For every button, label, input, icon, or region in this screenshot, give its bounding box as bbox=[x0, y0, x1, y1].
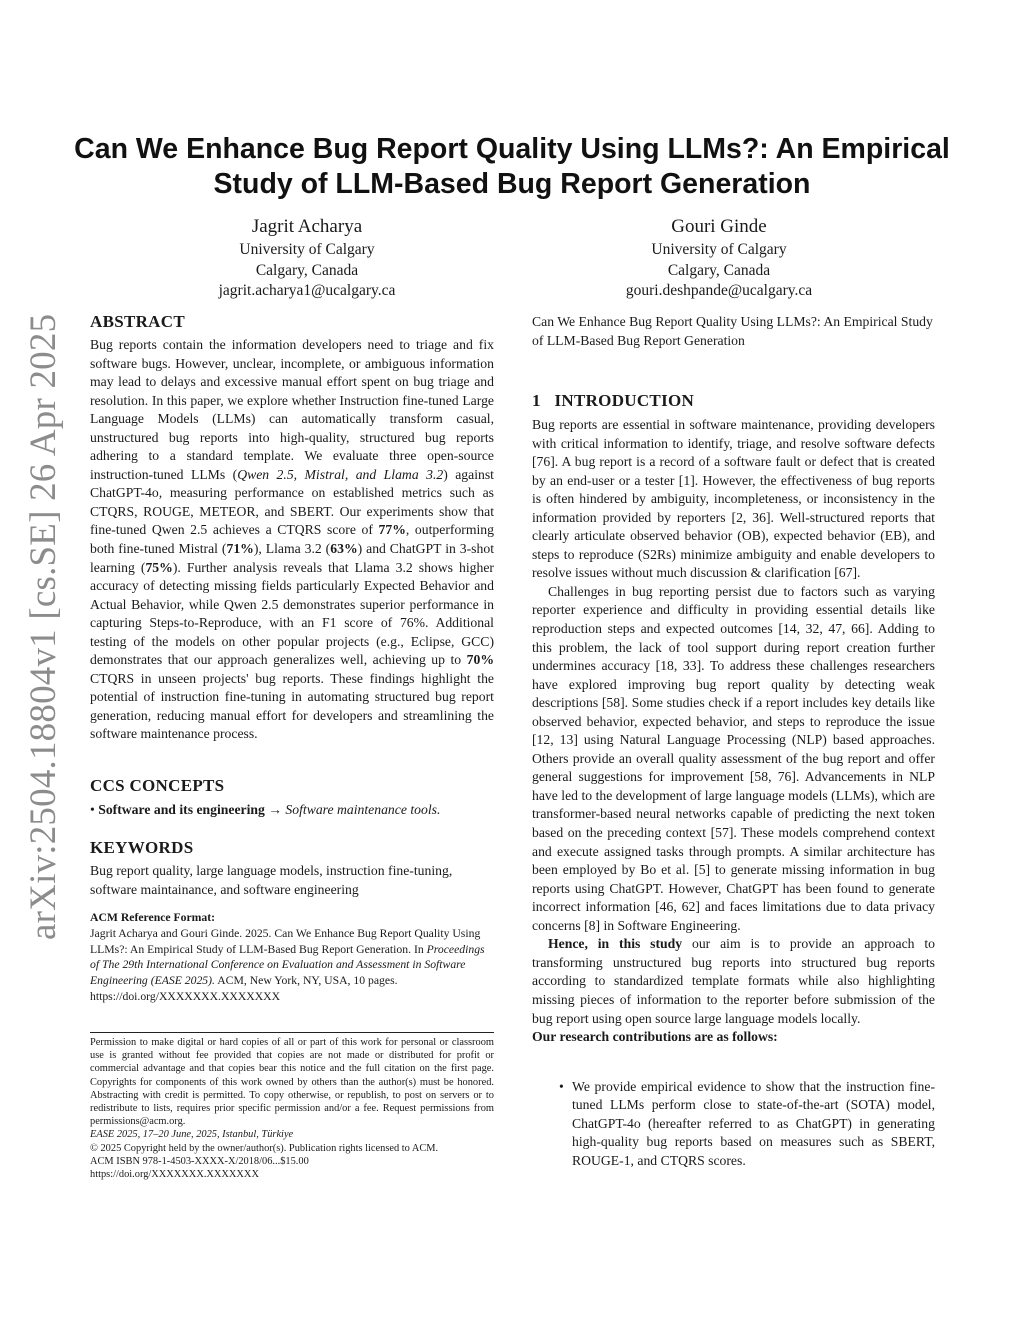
right-column-title-repeat: Can We Enhance Bug Report Quality Using LLMs?: An Empirical Study of LLM-Based Bug Report Generation bbox=[532, 314, 933, 348]
introduction-section bbox=[532, 391, 935, 1170]
intro-paragraph-3: Hence, in this study our aim is to provide an approach to transforming unstructured bug reports into structured bug reports according to standardized template formats while also highlighting missing pieces of information to the reporter before submission of the bug report using open source large language models locally. bbox=[532, 936, 935, 1026]
contributions-heading: Our research contributions are as follows: bbox=[532, 1029, 778, 1045]
intro-paragraph-1: Bug reports are essential in software maintenance, providing developers with critical information to identify, triage, and resolve software defects [76]. A bug report is a record of a software fault or defect that is created by an end-user or a tester [1]. However, the effectiveness of bug reports is often hindered by ambiguity, incompleteness, or inconsistency in the information provided by reporters [2, 36]. Well-structured reports that clearly articulate observed behavior (OB), expected behavior (EB), and steps to reproduce (S2Rs) minimize ambiguity and enable developers to resolve issues without much discussion & clarification [67]. bbox=[532, 417, 935, 581]
author-name: Gouri Ginde bbox=[671, 216, 767, 237]
isbn-line: ACM ISBN 978-1-4503-XXXX-X/2018/06...$15.00 bbox=[90, 1155, 309, 1167]
conference-info: EASE 2025, 17–20 June, 2025, Istanbul, Türkiye bbox=[90, 1129, 294, 1141]
author-name: Jagrit Acharya bbox=[251, 216, 363, 237]
acm-reference bbox=[90, 910, 494, 1005]
ccs-section bbox=[90, 776, 494, 820]
keywords-section bbox=[90, 838, 494, 899]
copyright-line: © 2025 Copyright held by the owner/author(s). Publication rights licensed to ACM. bbox=[90, 1142, 439, 1154]
intro-paragraph-2: Challenges in bug reporting persist due to factors such as varying reporter experience and difficulty in providing essential details like reproduction steps and expected outcomes [14, 32, 47, 66]. Adding to this problem, the lack of tool support during report creation further undermines accuracy [18, 33]. To address these challenges researchers have explored improving bug report quality by detecting weak descriptions [58]. Some studies check if a report includes key details like observed behavior, expected behavior, and steps to reproduce the issue [12, 13] using Natural Language Processing (NLP) based approaches. Others provide an overall quality assessment of the bug report and offer general suggestions for improvement [58, 76]. Advancements in NLP have led to the development of large language models (LLMs), which are transformer-based neural networks capable of predicting the next token based on the preceding context [57]. These models comprehend context and execute assigned tasks through prompts. A similar architecture has been employed by Bo et al. [5] to generate missing information in bug reports using ChatGPT. However, ChatGPT has been found to generate incorrect information [46, 62] and faces limitations due to data privacy concerns [8] in Software Engineering. bbox=[532, 583, 935, 933]
doi-line: https://doi.org/XXXXXXX.XXXXXXX bbox=[90, 1169, 259, 1181]
author-email: gouri.deshpande@ucalgary.ca bbox=[625, 282, 813, 299]
contributions-list bbox=[532, 1078, 935, 1171]
abstract-heading: ABSTRACT bbox=[90, 312, 185, 331]
author-affiliation: University of Calgary bbox=[651, 241, 787, 258]
ccs-heading: CCS CONCEPTS bbox=[90, 776, 225, 795]
introduction-heading: 1 INTRODUCTION bbox=[532, 391, 695, 410]
footnote-divider bbox=[90, 1032, 494, 1033]
ccs-concepts: • Software and its engineering → Software maintenance tools. bbox=[90, 802, 441, 817]
author-block-2 bbox=[569, 214, 869, 302]
author-affiliation: University of Calgary bbox=[239, 241, 375, 258]
permission-text: Permission to make digital or hard copies of all or part of this work for personal or classroom use is granted without fee provided that copies are not made or distributed for profit or commercial advantage and that copies bear this notice and the full citation on the first page. Copyrights for components of this work owned by others than the author(s) must be honored. Abstracting with credit is permitted. To copy otherwise, or republish, to post on servers or to redistribute to lists, requires prior specific permission and/or a fee. Request permissions from permissions@acm.org. bbox=[90, 1037, 494, 1128]
author-email: jagrit.acharya1@ucalgary.ca bbox=[218, 282, 396, 299]
abstract-section bbox=[90, 312, 494, 744]
keywords-text: Bug report quality, large language models, instruction fine-tuning, software maintainance, and software engineering bbox=[90, 863, 453, 897]
author-location: Calgary, Canada bbox=[255, 261, 359, 279]
abstract-text: Bug reports contain the information developers need to triage and fix software bugs. However, unclear, incomplete, or ambiguous information may lead to delays and excessive manual effort spent on bug triage and resolution. In this paper, we explore whether Instruction fine-tuned Large Language Models (LLMs) can automatically transform casual, unstructured bug reports into high-quality, structured bug reports adhering to a standard template. We evaluate three open-source instruction-tuned LLMs (Qwen 2.5, Mistral, and Llama 3.2) against ChatGPT-4o, measuring performance on established metrics such as CTQRS, ROUGE, METEOR, and SBERT. Our experiments show that fine-tuned Qwen 2.5 achieves a CTQRS score of 77%, outperforming both fine-tuned Mistral (71%), Llama 3.2 (63%) and ChatGPT in 3-shot learning (75%). Further analysis reveals that Llama 3.2 shows higher accuracy of detecting missing fields particularly Expected Behavior and Actual Behavior, while Qwen 2.5 demonstrates superior performance in capturing Steps-to-Reproduce, with an F1 score of 76%. Additional testing of the models on other popular projects (e.g., Eclipse, GCC) demonstrates that our approach generalizes well, achieving up to 70% CTQRS in unseen projects' bug reports. These findings highlight the potential of instruction fine-tuning in automating structured bug report generation, reducing manual effort for developers and streamlining the software maintenance process. bbox=[90, 337, 494, 742]
keywords-heading: KEYWORDS bbox=[90, 838, 194, 857]
acm-reference-text: Jagrit Acharya and Gouri Ginde. 2025. Can We Enhance Bug Report Quality Using LLMs?: An Empirical Study of LLM-Based Bug Report Generation. In Proceedings of The 29th International Conference on Evaluation and Assessment in Software Engineering (EASE 2025). ACM, New York, NY, USA, 10 pages. https://doi.org/XXXXXXX.XXXXXXX bbox=[90, 926, 485, 1003]
author-block-1 bbox=[157, 214, 457, 302]
arxiv-identifier: arXiv:2504.18804v1 [cs.SE] 26 Apr 2025 bbox=[23, 313, 64, 940]
acm-reference-heading: ACM Reference Format: bbox=[90, 911, 216, 924]
paper-title: Can We Enhance Bug Report Quality Using LLMs?: An Empirical Study of LLM-Based Bug Report Generation bbox=[74, 133, 950, 200]
permission-block bbox=[90, 1036, 494, 1181]
author-location: Calgary, Canada bbox=[667, 261, 771, 279]
list-item: • We provide empirical evidence to show that the instruction fine-tuned LLMs perform close to state-of-the-art (SOTA) model, ChatGPT-4o (hereafter referred to as ChatGPT) in generating high-quality bug reports based on measures such as SBERT, ROUGE-1, and CTQRS scores. bbox=[559, 1078, 935, 1168]
